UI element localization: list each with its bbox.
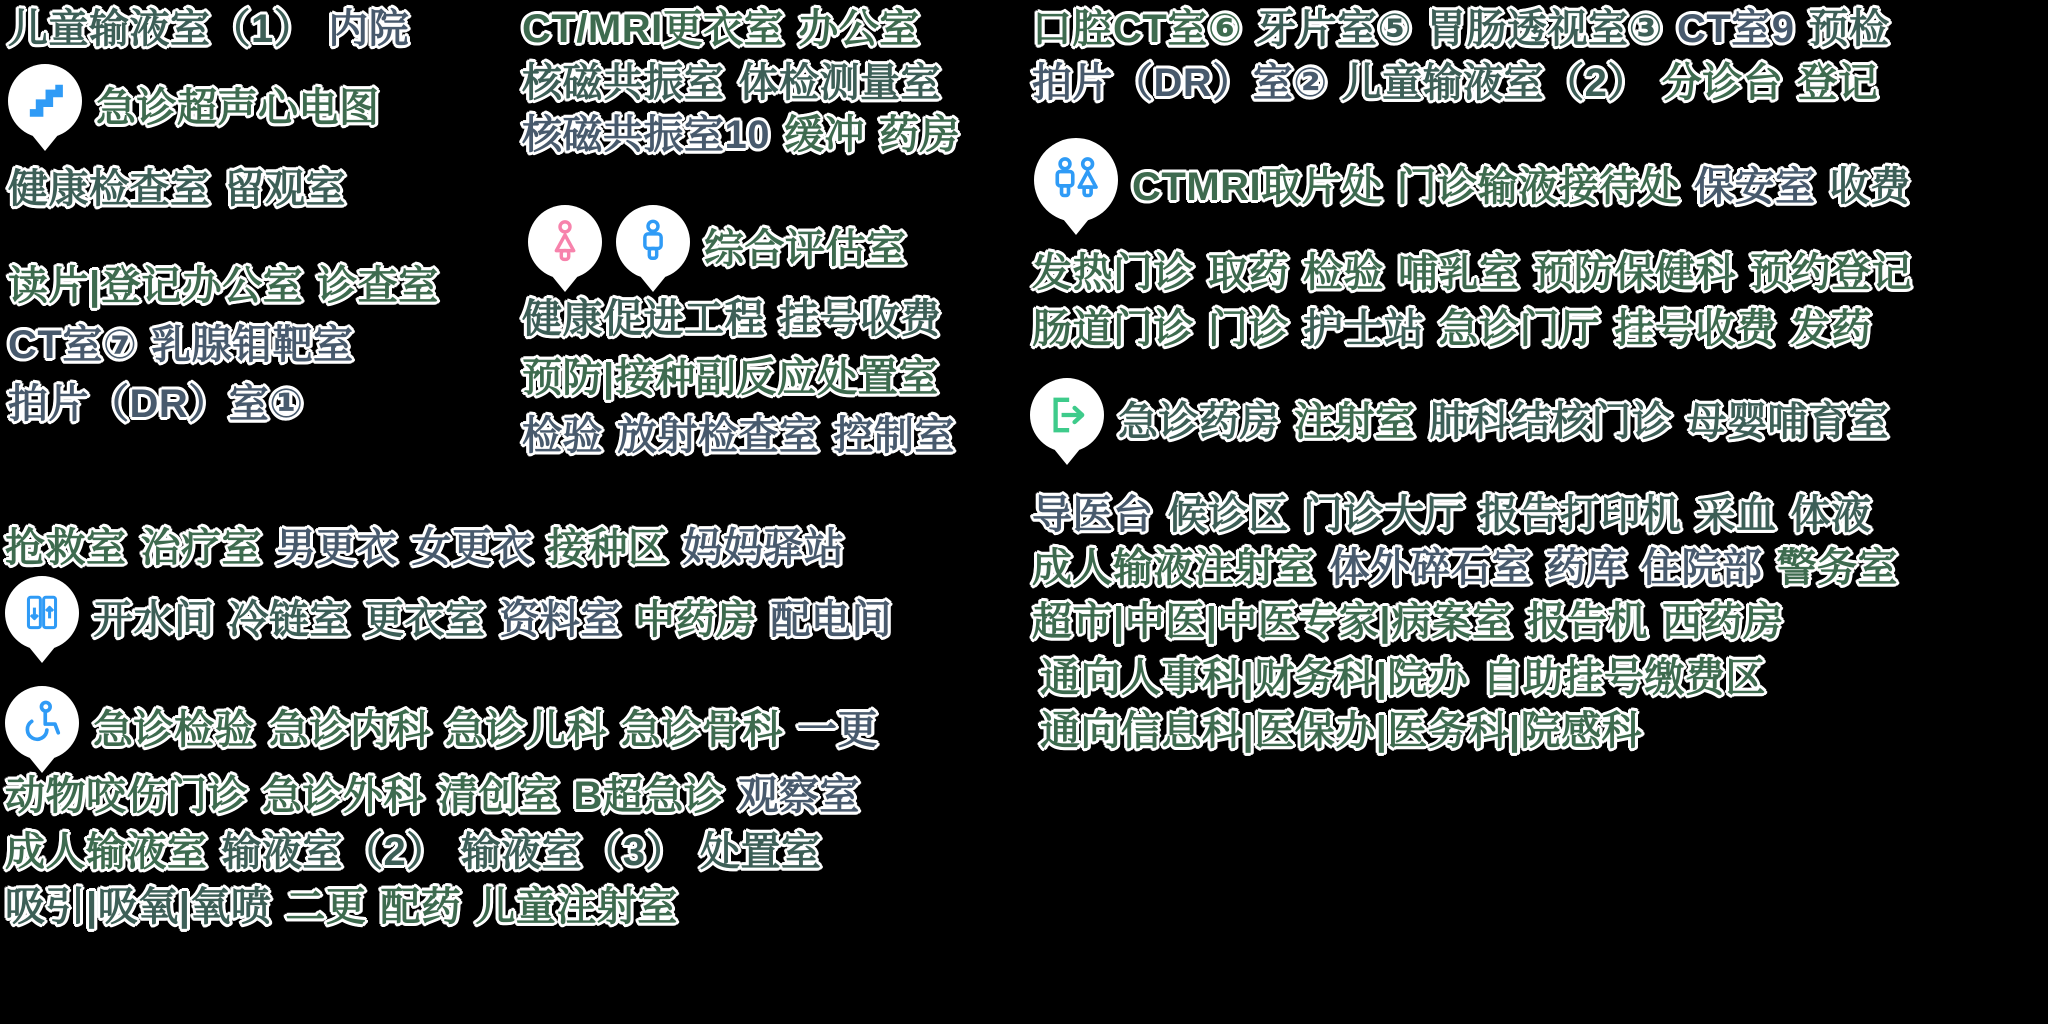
supermarket-tcm-row[interactable] xyxy=(1032,601,1784,643)
map-label-text: 体外碎石室 xyxy=(1329,546,1532,590)
map-label-text: 冷链室 xyxy=(228,598,350,642)
map-label-text: 采血 xyxy=(1695,493,1777,537)
emergency-pharmacy-row[interactable] xyxy=(1030,378,1889,466)
vaccination-reaction-room[interactable] xyxy=(522,357,939,399)
map-label-text: 配药 xyxy=(380,885,462,929)
map-label-text: 读片|登记办公室 xyxy=(8,264,304,308)
map-label-text: 二更 xyxy=(285,885,367,929)
to-it-insurance-row[interactable] xyxy=(1040,710,1642,752)
ct-room-7[interactable] xyxy=(8,324,354,366)
map-label-text: 预防保健科 xyxy=(1533,251,1736,295)
map-label-text: CT室⑦ xyxy=(8,323,138,367)
map-label-text: 观察室 xyxy=(738,774,860,818)
dr-room-2[interactable] xyxy=(1032,62,1878,104)
map-label-text: 报告打印机 xyxy=(1479,493,1682,537)
map-label-text: 自助挂号缴费区 xyxy=(1482,656,1766,700)
wheelchair-icon[interactable] xyxy=(5,686,79,760)
map-label-text: 一更 xyxy=(797,708,878,752)
map-label-text: 急诊检验 xyxy=(93,708,255,752)
male-restroom-icon[interactable] xyxy=(616,205,690,279)
map-label-text: 候诊区 xyxy=(1167,493,1289,537)
children-infusion-room-1[interactable] xyxy=(8,8,409,50)
map-label-text: 警务室 xyxy=(1776,546,1898,590)
map-label-text: 留观室 xyxy=(224,167,346,211)
map-label-text: 开水间 xyxy=(93,598,215,642)
film-reading-registration[interactable] xyxy=(8,265,439,307)
mri-room-10[interactable] xyxy=(522,114,960,156)
map-label-text: 挂号收费 xyxy=(1614,307,1777,351)
map-label-text: 拍片（DR）室② xyxy=(1032,61,1328,105)
radiology-control-room[interactable] xyxy=(522,415,955,457)
map-label-text: 急诊药房 xyxy=(1118,400,1280,444)
map-label-text: 急诊外科 xyxy=(262,774,424,818)
map-label-text: 体液 xyxy=(1790,493,1872,537)
map-label-text: 更衣室 xyxy=(364,598,486,642)
map-label-text: 取药 xyxy=(1208,251,1289,295)
boiler-room-row[interactable] xyxy=(5,576,892,664)
map-label-text: 预约登记 xyxy=(1750,251,1912,295)
map-label-text: 儿童注射室 xyxy=(475,885,678,929)
emergency-ultrasound-ecg[interactable] xyxy=(8,64,380,152)
map-label-text: 口腔CT室⑥ xyxy=(1032,7,1243,51)
map-label-text: 控制室 xyxy=(833,414,955,458)
map-label-text: 诊查室 xyxy=(317,264,439,308)
map-label-text: 住院部 xyxy=(1641,546,1763,590)
emergency-lab-row[interactable] xyxy=(5,686,878,774)
map-label-text: 发热门诊 xyxy=(1032,251,1194,295)
map-label-text: 成人输液室 xyxy=(5,830,208,874)
map-label-text: 登记 xyxy=(1797,61,1879,105)
map-label-text: 急诊门厅 xyxy=(1438,307,1601,351)
map-label-text: 牙片室⑤ xyxy=(1256,7,1413,51)
map-label-text: 健康促进工程 xyxy=(522,297,765,341)
exit-icon[interactable] xyxy=(1030,378,1104,452)
map-label-text: 急诊内科 xyxy=(269,708,431,752)
female-restroom-icon[interactable] xyxy=(528,205,602,279)
map-label-text: 急诊儿科 xyxy=(445,708,607,752)
map-label-text: 健康检查室 xyxy=(8,167,211,211)
map-label-text: 急诊超声心电图 xyxy=(96,86,380,130)
map-label-text: 门诊大厅 xyxy=(1303,493,1465,537)
comprehensive-assessment[interactable] xyxy=(528,205,907,293)
map-label-text: 门诊 xyxy=(1208,307,1289,351)
map-label-text: 药库 xyxy=(1546,546,1627,590)
map-label-text: 综合评估室 xyxy=(704,227,907,271)
elevator-icon[interactable] xyxy=(5,576,79,650)
map-label-text: 清创室 xyxy=(438,774,560,818)
map-label-text: 发药 xyxy=(1790,307,1872,351)
map-label-text: 动物咬伤门诊 xyxy=(5,774,248,818)
map-label-text: 儿童输液室（1） xyxy=(8,7,315,51)
intestinal-clinic-row[interactable] xyxy=(1032,308,1872,350)
map-label-text: 办公室 xyxy=(798,7,920,51)
map-label-text: 中药房 xyxy=(635,598,757,642)
map-label-text: 治疗室 xyxy=(140,526,262,570)
map-label-text: 吸引|吸氧|氧喷 xyxy=(5,885,272,929)
map-label-text: 通向人事科|财务科|院办 xyxy=(1040,656,1469,700)
map-label-text: 妈妈驿站 xyxy=(682,526,845,570)
restrooms-icon[interactable] xyxy=(1034,138,1118,222)
map-label-text: 内院 xyxy=(328,7,410,51)
map-label-text: 导医台 xyxy=(1032,493,1154,537)
map-label-text: 放射检查室 xyxy=(617,414,820,458)
map-label-text: 收费 xyxy=(1829,165,1911,209)
animal-bite-clinic-row[interactable] xyxy=(5,775,860,817)
map-label-text: CT/MRI更衣室 xyxy=(522,7,785,51)
mri-room[interactable] xyxy=(522,62,941,104)
map-label-text: 预防|接种副反应处置室 xyxy=(522,356,939,400)
map-label-text: 护士站 xyxy=(1303,307,1425,351)
map-label-text: 胃肠透视室③ xyxy=(1426,7,1663,51)
map-label-text: 抢救室 xyxy=(5,526,127,570)
map-label-text: 配电间 xyxy=(770,598,892,642)
map-label-text: 急诊骨科 xyxy=(621,708,783,752)
map-label-text: 核磁共振室10 xyxy=(522,113,770,157)
map-label-text: CTMRI取片处 xyxy=(1132,165,1383,209)
ct-mri-changing-room[interactable] xyxy=(522,8,920,50)
adult-infusion-row[interactable] xyxy=(1032,547,1898,589)
map-label-text: 通向信息科|医保办|医务科|院感科 xyxy=(1040,709,1643,753)
map-label-text: 成人输液注射室 xyxy=(1032,546,1316,590)
map-label-text: 女更衣 xyxy=(411,526,533,570)
fever-clinic-row[interactable] xyxy=(1032,252,1912,294)
map-label-text: 挂号收费 xyxy=(779,297,941,341)
map-label-text: 药房 xyxy=(879,113,960,157)
map-label-text: 超市|中医|中医专家|病案室 xyxy=(1032,600,1513,644)
map-label-text: 分诊台 xyxy=(1661,61,1784,105)
map-label-text: 门诊输液接待处 xyxy=(1396,165,1681,209)
map-label-text: B超急诊 xyxy=(573,774,725,818)
map-label-text: 检验 xyxy=(522,414,603,458)
map-label-text: 处置室 xyxy=(700,830,822,874)
suction-oxygen-row[interactable] xyxy=(5,886,678,928)
map-label-text: 预检 xyxy=(1808,7,1890,51)
map-label-text: 肺科结核门诊 xyxy=(1429,400,1673,444)
map-label-text: 哺乳室 xyxy=(1398,251,1520,295)
stairs-icon[interactable] xyxy=(8,64,82,138)
dr-room-1[interactable] xyxy=(8,383,304,425)
adult-infusion-room-row[interactable] xyxy=(5,831,822,873)
map-label-text: 缓冲 xyxy=(784,113,865,157)
map-label-text: 接种区 xyxy=(547,526,669,570)
map-label-text: CT室9 xyxy=(1676,7,1795,51)
to-hr-finance-row[interactable] xyxy=(1040,657,1766,699)
map-label-text: 儿童输液室（2） xyxy=(1341,61,1648,105)
map-label-text: 西药房 xyxy=(1662,600,1784,644)
map-label-text: 输液室（2） xyxy=(221,830,447,874)
guide-desk-row[interactable] xyxy=(1032,494,1872,536)
rescue-room-row[interactable] xyxy=(5,527,845,569)
map-label-text: 肠道门诊 xyxy=(1032,307,1194,351)
map-label-text: 输液室（3） xyxy=(460,830,686,874)
map-label-text: 检验 xyxy=(1303,251,1384,295)
health-promotion[interactable] xyxy=(522,298,941,340)
oral-ct-room-6[interactable] xyxy=(1032,8,1890,50)
map-label-text: 报告机 xyxy=(1526,600,1649,644)
map-label-text: 乳腺钼靶室 xyxy=(151,323,354,367)
map-label-text: 母婴哺育室 xyxy=(1686,400,1889,444)
map-label-text: 男更衣 xyxy=(276,526,398,570)
health-exam-room[interactable] xyxy=(8,168,346,210)
map-label-text: 拍片（DR）室① xyxy=(8,382,304,426)
map-label-text: 注射室 xyxy=(1294,400,1416,444)
map-label-text: 资料室 xyxy=(499,598,621,642)
map-label-text: 保安室 xyxy=(1694,165,1816,209)
map-label-text: 体检测量室 xyxy=(738,61,941,105)
ctmri-film-pickup[interactable] xyxy=(1034,138,1911,236)
map-label-text: 核磁共振室 xyxy=(522,61,725,105)
